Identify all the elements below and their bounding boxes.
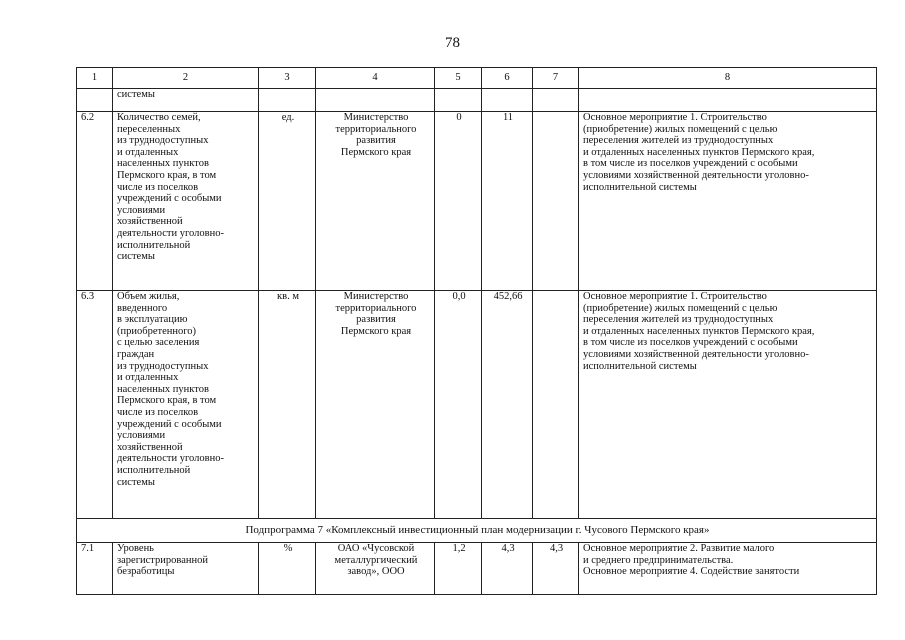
value-cell: 11 <box>482 112 533 291</box>
column-header: 5 <box>435 68 482 89</box>
row-number: 7.1 <box>77 543 113 595</box>
responsible-cell: Министерство территориального развития Пермского края <box>316 291 435 519</box>
continuation-row <box>77 89 877 112</box>
column-header: 1 <box>77 68 113 89</box>
row-number: 6.3 <box>77 291 113 519</box>
continuation-text: системы <box>113 89 259 112</box>
value-cell: 0,0 <box>435 291 482 519</box>
responsible-cell: ОАО «Чусовской металлургический завод», ООО <box>316 543 435 595</box>
column-header: 6 <box>482 68 533 89</box>
indicator-name: Количество семей, переселенных из труднодоступных и отдаленных населенных пунктов Пермского края, в том числе из поселков учреждений с особыми условиями хозяйственной деятельности уголовно- исполнительной системы <box>113 112 259 291</box>
value-cell: 452,66 <box>482 291 533 519</box>
value-cell: 0 <box>435 112 482 291</box>
measure-cell: Основное мероприятие 2. Развитие малого и среднего предпринимательства. Основное мероприятие 4. Содействие занятости <box>579 543 877 595</box>
column-header: 4 <box>316 68 435 89</box>
page-number: 78 <box>445 35 460 51</box>
table-row <box>77 112 877 291</box>
measure-cell: Основное мероприятие 1. Строительство (приобретение) жилых помещений с целью переселения жителей из труднодоступных и отдаленных населенных пунктов Пермского края, в том числе из поселков учреждений с особыми условиями хозяйственной деятельности уголовно- исполнительной системы <box>579 112 877 291</box>
column-header: 3 <box>259 68 316 89</box>
column-number-row <box>77 68 877 89</box>
measure-cell: Основное мероприятие 1. Строительство (приобретение) жилых помещений с целью переселения жителей из труднодоступных и отдаленных населенных пунктов Пермского края, в том числе из поселков учреждений с особыми условиями хозяйственной деятельности уголовно- исполнительной системы <box>579 291 877 519</box>
table-row <box>77 543 877 595</box>
row-number: 6.2 <box>77 112 113 291</box>
table-row <box>77 291 877 519</box>
column-header: 2 <box>113 68 259 89</box>
unit-cell: % <box>259 543 316 595</box>
unit-cell: кв. м <box>259 291 316 519</box>
indicator-name: Объем жилья, введенного в эксплуатацию (приобретенного) с целью заселения граждан из труднодоступных и отдаленных населенных пунктов Пермского края, в том числе из поселков учреждений с особыми условиями хозяйственной деятельности уголовно- исполнительной системы <box>113 291 259 519</box>
value-cell: 4,3 <box>482 543 533 595</box>
subprogram-title: Подпрограмма 7 «Комплексный инвестиционный план модернизации г. Чусового Пермского края» <box>77 519 877 543</box>
indicators-table <box>76 67 877 595</box>
indicator-name: Уровень зарегистрированной безработицы <box>113 543 259 595</box>
responsible-cell: Министерство территориального развития Пермского края <box>316 112 435 291</box>
column-header: 7 <box>533 68 579 89</box>
column-header: 8 <box>579 68 877 89</box>
value-cell: 1,2 <box>435 543 482 595</box>
value-cell <box>533 112 579 291</box>
unit-cell: ед. <box>259 112 316 291</box>
value-cell: 4,3 <box>533 543 579 595</box>
value-cell <box>533 291 579 519</box>
subprogram-row <box>77 519 877 543</box>
